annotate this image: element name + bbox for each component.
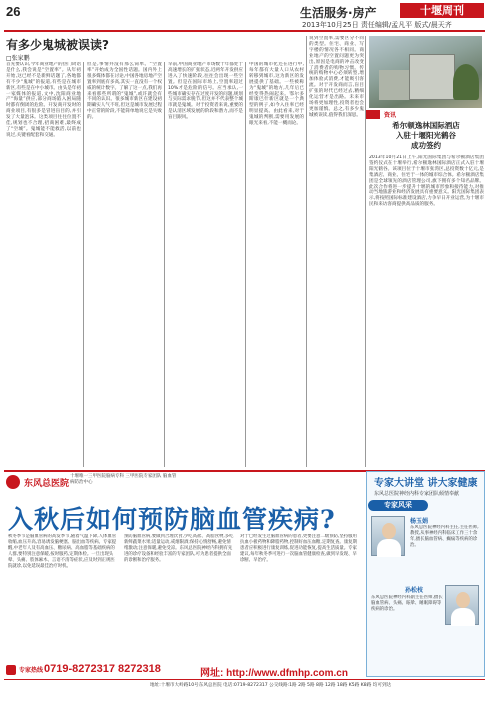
column-divider	[365, 36, 366, 467]
news-headline-line-3: 成功签约	[411, 141, 441, 150]
news-headline-line-2: 入驻十堰阳光鹤谷	[396, 131, 456, 140]
hotel-photo	[369, 36, 482, 108]
phone-icon	[6, 665, 16, 675]
column-divider	[245, 62, 246, 467]
section-name: 生活服务·房产	[300, 6, 377, 20]
article-column-4: 中国的城市化还在进行中,每年都有大量人口从农村转移到城市,这为新区的发展提供了基础。一些被称为“鬼城”的地方,几年后已经变得热闹起来。鄂尔多斯康巴什新区就是一个典型的例子,如今入住率已经明显提高。由此看来,对于鬼城的判断,需要用发展的眼光来看,不能一概而论。	[249, 62, 304, 127]
expert-banner: 专家风采	[368, 500, 428, 511]
column-divider	[164, 62, 165, 467]
news-body: 2013年10月21日上午,阳光国际集团与希尔顿酒店集团签约仪式在十堰举行,希尔顿逸林国际酒店正式入驻十堰阳光鹤谷。该项目位于十堰市张湾区,总投资数十亿元,是集酒店、商业、住宅于一体的城市综合体。希尔顿酒店集团是全球领先的酒店管理公司,旗下拥有多个知名品牌。此次合作将进一步提升十堰的城市形象和接待能力,对推动当地旅游业和经济发展具有重要意义。阳光国际集团表示,将按照国际标准建设酒店,力争早日开业运营,为十堰市民和来访客商提供高品质的服务。	[369, 155, 484, 208]
hospital-logo	[6, 473, 70, 491]
ad-body-column-3: 对于已经发生过脑血管病的患者,更要注意二级预防,坚持服用抗血小板药物和降脂药物,控制好血压血糖,定期复查。康复期患者应积极进行康复训练,促进功能恢复,提高生活质量。专家建议,每年秋冬季可进行一次脑血管健康检查,做到早发现、早诊断、早治疗。	[240, 534, 357, 563]
article-column-5: 说到空置率,需要区分不同的类型。住宅、商业、写字楼的情况各不相同。商业地产的空置问题更为突出,原因是电商的冲击改变了消费者的购物习惯。传统的购物中心必须转型,增加体验式消费,才能吸引客流。对于开发商而言,盲目扩张的时代已经过去,精细化运营才是出路。未来市场将更加理性,投资者也会更加谨慎。总之,有多少鬼城被误读,值得我们深思。	[309, 36, 364, 118]
news-headline	[368, 121, 484, 151]
hospital-url[interactable]: 网址: http://www.dfmhp.com.cn	[200, 668, 348, 679]
kicker-marker	[366, 110, 380, 119]
doctor-bio-1: 东风总医院神经内科主任,主任医师,教授,从事神经内科临床工作三十余年,擅长脑血管病、癫痫等疾病的诊治。	[410, 525, 479, 548]
doctor-name-1: 杨玉娟	[410, 518, 429, 525]
article-column-1: 首先要认识,今年商业地产的热门词语是什么,我会说是“空置率”。从年初开始,这已经不是新鲜话题了,各地都有不少“鬼城”的报道,有些是在城市新区,有些是在中小城市。由头是年初一家媒体的报道,文中,沈阳商业地产“海量”供应,部分商场陷入困局随时都有倒闭的危险。开发商开发时的商业项目,有很多是冒进盲目的,并引发了大量泡沫。这类项目往往位置不佳,规划也不合理,招商困难,最终成了“空城”。鬼城能不能救活,以前也说过,关键看配套和交通。	[6, 62, 81, 138]
page-number: 26	[6, 4, 21, 19]
hotline	[6, 663, 166, 677]
header-divider	[4, 30, 485, 32]
expert-sidebar-subtitle: 东风总医院神经内科专家团队倾情奉献	[374, 491, 460, 497]
ad-headline: 入秋后如何预防脑血管疾病?	[8, 505, 336, 534]
ad-body-column-2: 预防脑血管病,要做到合理饮食,少吃高盐、高脂食物,多吃新鲜蔬菜水果;适量运动,戒烟限酒;保持心情舒畅,避免情绪激动;注意保暖,避免受凉。东风总医院神经内科拥有先进的诊疗设备和经验丰富的专家团队,可为患者提供全面的诊断和治疗服务。	[124, 534, 234, 563]
ad-tagline: 十堰唯一三甲医院脑病专科 三甲医院专家团队 脑血管病防治中心	[70, 474, 177, 485]
hotline-number: 0719-8272317 8272318	[44, 663, 161, 675]
hospital-name: 东风总医院	[24, 479, 70, 489]
column-divider	[306, 36, 307, 467]
article-column-2: 但是,事情并没有那么简单。“空置率”开始成为全国性话题。国内外上很多媒体都在讨论,中国各地房地产空置率到底有多高,其实一直没有一个权威的统计数字。了解了这一点,我们再来看那些所谓的“鬼城”,或许就会有不同的认识。很多城市新区在建设初期确实人气不旺,但这是城市发展过程中正常的阶段,不能简单地说它是失败的。	[87, 62, 162, 121]
news-headline-line-1: 希尔顿逸林国际酒店	[392, 121, 460, 130]
date-line: 2013年10月25日 责任编辑/孟凡平 版式/晨天齐	[302, 21, 452, 29]
ad-bottom-divider	[4, 679, 485, 680]
news-kicker: 资讯	[384, 112, 397, 119]
ad-body-column-1: 秋冬季节是脑血管病的高发季节,随着气温下降,人体血管收缩,血压升高,容易诱发脑梗塞、脑出血等疾病。专家提醒,中老年人及有高血压、糖尿病、高血脂等基础疾病的人群,要特别注意保暖,按时服药,定期体检。一旦出现头晕、头痛、肢体麻木、言语不清等症状,应及时到正规医院就诊,以免延误最佳治疗时机。	[8, 534, 117, 569]
column-divider	[83, 62, 84, 467]
doctor-photo-2	[445, 585, 479, 625]
doctor-name-2: 孙松枝	[405, 587, 424, 594]
article-byline: □张家鹏	[6, 55, 30, 62]
brand-badge: 十堰周刊	[400, 3, 484, 18]
article-title: 有多少鬼城被误读?	[6, 38, 109, 52]
footer-address: 地址:十堰市大岭路10号东风总医院 电话:0719-8272317 公交线路:1路 2路 5路 8路 12路 18路 K5路 K8路 均可到达	[150, 683, 392, 688]
doctor-photo-1	[371, 516, 405, 556]
hotline-label: 专家热线	[19, 667, 44, 674]
doctor-bio-2: 东风总医院神经内科副主任医师,擅长脑血管病、头痛、眩晕、睡眠障碍等疾病的诊治。	[371, 595, 443, 612]
logo-icon	[6, 475, 20, 489]
article-column-3: 早前,中国商业地产市场数十年都处于高速增长的扩张状态,近两年开发供应进入了快速阶段,往往会出现一些空置。但是在国际市场上,空置率超过10%才是危险的信号。应当承认,一些城市确实存在过度开发的问题,规划与实际需求脱节,但这并不代表整个城市就是鬼城。对于投资者来说,重要的是认清区域发展的阶段和潜力,而不是盲目跟风。	[168, 62, 243, 121]
expert-sidebar-title: 专家大讲堂 讲大家健康	[374, 478, 478, 489]
